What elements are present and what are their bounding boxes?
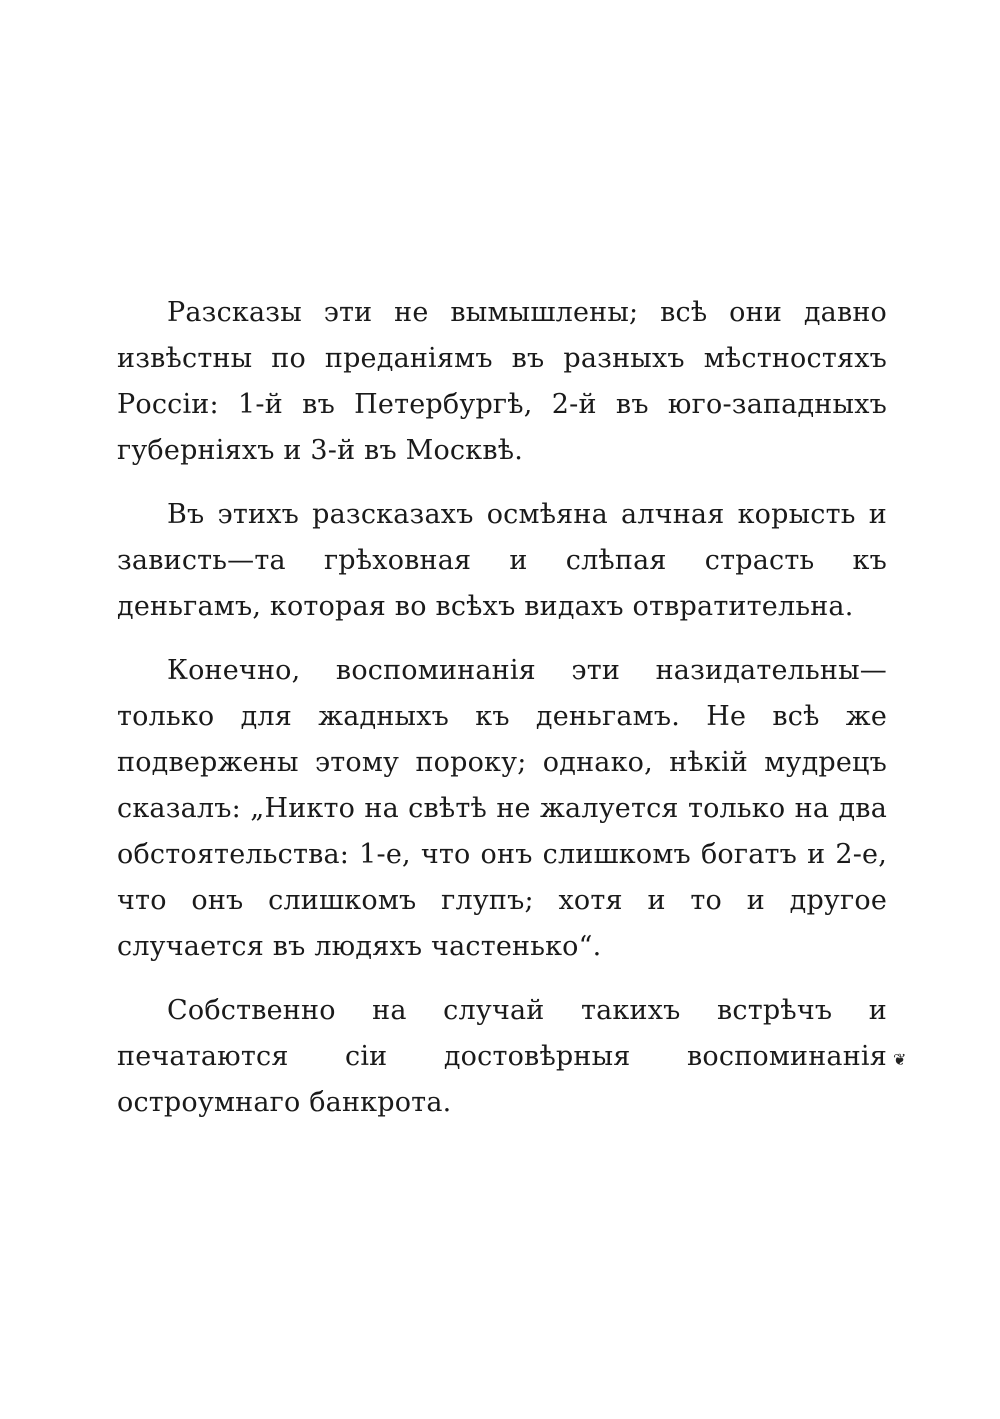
paragraph-origin: Разсказы эти не вымышлены; всѣ они давно извѣстны по преданіямъ въ разныхъ мѣстностяхъ Россіи: 1-й въ Петербургѣ, 2-й въ юго-западныхъ губерніяхъ и 3-й въ Москвѣ.: [117, 297, 887, 466]
paragraph-moral: Конечно, воспоминанія эти назидательны—только для жадныхъ къ деньгамъ. Не всѣ же подвержены этому пороку; однако, нѣкій мудрецъ сказалъ: „Никто на свѣтѣ не жалуется только на два обстоятельства: 1-е, что онъ слишкомъ богатъ и 2-е, что онъ слишкомъ глупъ; хотя и то и другое случается въ людяхъ частенько“.: [117, 655, 887, 962]
paragraph-theme: Въ этихъ разсказахъ осмѣяна алчная корысть и зависть—та грѣховная и слѣпая страсть къ деньгамъ, которая во всѣхъ видахъ отвратительна.: [117, 499, 887, 622]
paragraph-purpose: Собственно на случай такихъ встрѣчъ и печатаются сіи достовѣрныя воспоминанія остроумнаго банкрота.: [117, 995, 887, 1118]
ornament-mark: ❦: [893, 1050, 907, 1069]
preface-text: [117, 290, 887, 1126]
